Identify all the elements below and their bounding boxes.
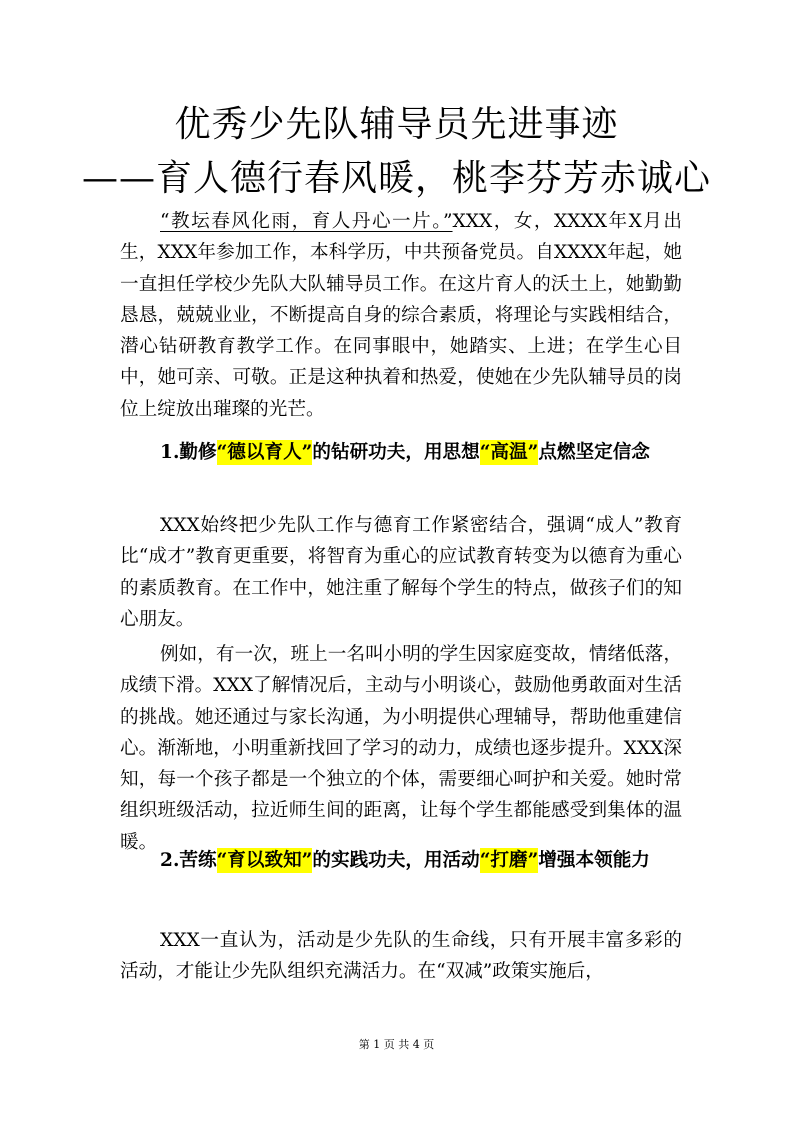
body-paragraph-2: 例如，有一次，班上一名叫小明的学生因家庭变故，情绪低落，成绩下滑。XXX了解情况后，主动与小明谈心，鼓励他勇敢面对生活的挑战。她还通过与家长沟通，为小明提供心理辅导，帮助他重建信心。渐渐地，小明重新找回了学习的动力，成绩也逐步提升。XXX深知，每一个孩子都是一个独立的个体，需要细心呵护和关爱。她时常组织班级活动，拉近师生间的距离，让每个学生都能感受到集体的温暖。	[120, 644, 682, 853]
section-2-suffix: 增强本领能力	[538, 850, 650, 871]
intro-paragraph	[120, 206, 682, 425]
body-paragraph-3: XXX一直认为，活动是少先队的生命线，只有开展丰富多彩的活动，才能让少先队组织充满活力。在“双减”政策实施后，	[120, 930, 682, 983]
intro-quote: “教坛春风化雨，育人丹心一片。”	[160, 211, 453, 232]
section-1-highlight-1: “德以育人”	[216, 442, 313, 463]
section-1-highlight-2: “高温”	[479, 442, 539, 463]
document-title: 优秀少先队辅导员先进事迹	[174, 104, 619, 145]
section-2-heading	[120, 845, 682, 876]
page-footer: 第 1 页 共 4 页	[358, 1038, 435, 1051]
section-1-suffix: 点燃坚定信念	[538, 442, 650, 463]
body-paragraph-1: XXX始终把少先队工作与德育工作紧密结合，强调“成人”教育比“成才”教育更重要，将智育为重心的应试教育转变为以德育为重心的素质教育。在工作中，她注重了解每个学生的特点，做孩子们的知心朋友。	[120, 515, 682, 630]
intro-text: XXX，女，XXXX年X月出生，XXX年参加工作，本科学历，中共预备党员。自XXXX年起，她一直担任学校少先队大队辅导员工作。在这片育人的沃土上，她勤勤恳恳，兢兢业业，不断提高自身的综合素质，将理论与实践相结合，潜心钻研教育教学工作。在同事眼中，她踏实、上进；在学生心目中，她可亲、可敬。正是这种执着和热爱，使她在少先队辅导员的岗位上绽放出璀璨的光芒。	[120, 211, 682, 420]
section-2-highlight-1: “育以致知”	[216, 850, 313, 871]
section-2-highlight-2: “打磨”	[479, 850, 539, 871]
document-subtitle: ——育人德行春风暖，桃李芬芳赤诚心	[81, 158, 711, 199]
section-1-heading	[120, 437, 682, 468]
section-2-middle: 的实践功夫，用活动	[312, 850, 480, 871]
section-1-prefix: 1.勤修	[160, 442, 217, 463]
section-2-prefix: 2.苦练	[160, 850, 217, 871]
section-1-middle: 的钻研功夫，用思想	[312, 442, 480, 463]
